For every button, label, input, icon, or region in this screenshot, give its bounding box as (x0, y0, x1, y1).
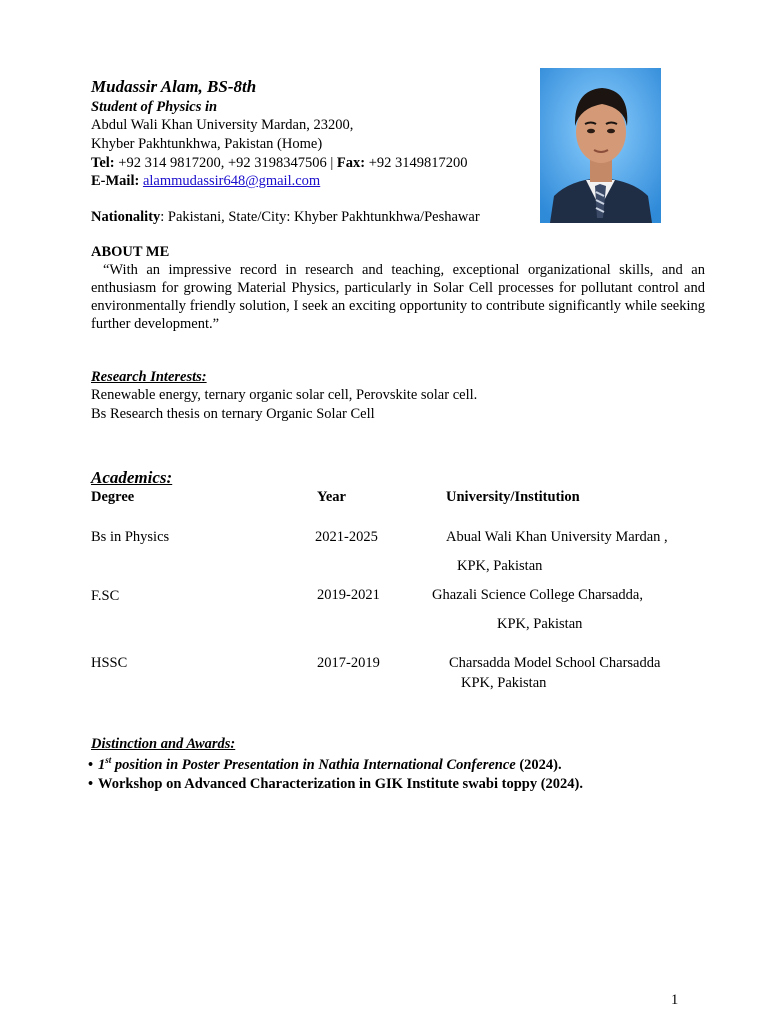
nationality-label: Nationality (91, 209, 161, 225)
bullet-icon: • (88, 757, 94, 773)
research-heading: Research Interests: (91, 369, 207, 385)
email-label: E-Mail: (91, 173, 140, 189)
candidate-name: Mudassir Alam, BS-8th (91, 77, 257, 96)
academics-heading: Academics: (91, 468, 173, 487)
table-row-year: 2019-2021 (317, 587, 380, 603)
table-row-institution-location: KPK, Pakistan (461, 675, 547, 691)
award-1-italic: position in Poster Presentation in Nathia International Conference (111, 757, 516, 773)
email-line (91, 172, 320, 190)
award-item-2 (88, 775, 583, 793)
col-institution: University/Institution (446, 489, 580, 505)
table-row-degree: HSSC (91, 655, 128, 671)
student-of: Student of Physics in (91, 99, 218, 115)
research-line-1: Renewable energy, ternary organic solar cell, Perovskite solar cell. (91, 387, 478, 403)
award-item-1 (88, 756, 562, 774)
tel-value: +92 314 9817200, +92 3198347506 | (114, 155, 337, 171)
table-row-year: 2021-2025 (315, 529, 378, 545)
profile-photo-svg (540, 68, 661, 223)
award-1-number: 1 (98, 757, 106, 773)
col-degree: Degree (91, 489, 135, 505)
email-link[interactable]: alammudassir648@gmail.com (142, 173, 321, 189)
award-1-tail: (2024). (515, 757, 562, 773)
fax-value: +92 3149817200 (365, 155, 468, 171)
award-2-text: Workshop on Advanced Characterization in GIK Institute swabi toppy (2024). (98, 776, 583, 792)
nationality-line (91, 208, 480, 226)
profile-photo (540, 68, 661, 223)
award-1-superscript: st (105, 755, 112, 766)
table-row-institution: Ghazali Science College Charsadda, (432, 587, 643, 603)
col-year: Year (317, 489, 346, 505)
tel-label: Tel: (91, 155, 115, 171)
about-heading: ABOUT ME (91, 244, 170, 260)
table-row-institution-location: KPK, Pakistan (457, 558, 543, 574)
about-text (91, 261, 705, 333)
research-line-2: Bs Research thesis on ternary Organic Solar Cell (91, 406, 375, 422)
fax-label: Fax: (336, 155, 366, 171)
nationality-value: : Pakistani, State/City: Khyber Pakhtunkhwa/Peshawar (160, 209, 480, 225)
address-line-2: Khyber Pakhtunkhwa, Pakistan (Home) (91, 136, 323, 152)
bullet-icon: • (88, 776, 94, 792)
table-row-institution: Abual Wali Khan University Mardan , (446, 529, 668, 545)
table-row-degree: F.SC (91, 588, 120, 604)
address-line-1: Abdul Wali Khan University Mardan, 23200, (91, 117, 354, 133)
about-paragraph: “With an impressive record in research and teaching, exceptional organizational skills, and an enthusiasm for growing Material Physics, particularly in Solar Cell processes for pollutant control and environmentally friendly solution, I seek an exciting opportunity to contribute significantly while seeking further development.” (91, 262, 705, 332)
table-row-institution: Charsadda Model School Charsadda (449, 655, 661, 671)
table-row-degree: Bs in Physics (91, 529, 170, 545)
table-row-year: 2017-2019 (317, 655, 380, 671)
page-number: 1 (671, 992, 679, 1008)
table-row-institution-location: KPK, Pakistan (497, 616, 583, 632)
awards-heading: Distinction and Awards: (91, 736, 236, 752)
contact-line (91, 154, 468, 172)
